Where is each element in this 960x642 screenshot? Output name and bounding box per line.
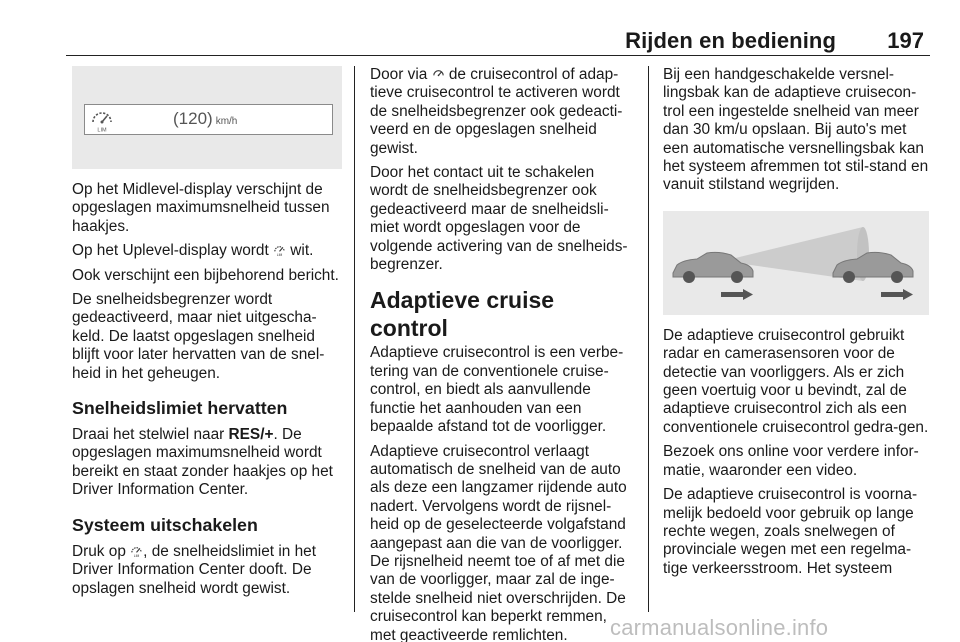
text-span: de cruisecontrol of adap-tieve cruisecontrol te activeren wordt de snelheidsbegrenzer ook gedeacti-veerd en de opgeslagen snelheid gewist. bbox=[370, 66, 623, 157]
paragraph: De snelheidsbegrenzer wordt gedeactiveerd, maar niet uitgescha-keld. De laatst opgeslagen snelheid blijft voor later hervatten van de snel-heid in het geheugen. bbox=[72, 291, 325, 382]
text-span: Druk op bbox=[72, 542, 131, 560]
text-span: Door via bbox=[370, 66, 432, 83]
cruise-control-icon bbox=[432, 67, 445, 80]
svg-text:LIM: LIM bbox=[276, 253, 283, 257]
paragraph bbox=[370, 66, 634, 158]
page-number: 197 bbox=[887, 28, 924, 53]
speed-limiter-icon bbox=[130, 544, 143, 557]
section-title: Rijden en bediening bbox=[625, 28, 836, 53]
column-middle bbox=[370, 66, 634, 642]
column-divider bbox=[648, 66, 649, 612]
column-divider bbox=[354, 66, 355, 612]
lim-label: LIM bbox=[97, 127, 107, 133]
radar-diagram bbox=[663, 211, 929, 315]
text-span: . De opgeslagen maximumsnelheid wordt bereikt en staat zonder haakjes op het Driver Information Center. bbox=[72, 426, 333, 499]
paragraph: Adaptieve cruisecontrol verlaagt automatisch de snelheid van de auto als deze een langzamer rijdende auto nadert. Vervolgens wordt de rijsnel-heid op de geselecteerde volgafstand aangepast aan die van de voorligger. De rijsnelheid neemt toe of af met die van de voorligger, maar zal de inge-stelde snelheid niet overschrijden. De cruisecontrol kan beperkt remmen, met geactiveerde remlichten. bbox=[370, 442, 627, 642]
subheading-switch-off: Systeem uitschakelen bbox=[72, 514, 258, 535]
speed-limiter-icon bbox=[273, 243, 286, 256]
stored-speed bbox=[173, 109, 237, 129]
column-right bbox=[663, 66, 929, 584]
paragraph: De adaptieve cruisecontrol gebruikt radar en camerasensoren voor de detectie van voorliggers. Als er zich geen voertuig voor u bevindt, zal de adaptieve cruisecontrol zich als een conventionele cruisecontrol gedra-gen. bbox=[663, 326, 929, 436]
paragraph: Ook verschijnt een bijbehorend bericht. bbox=[72, 266, 339, 284]
direction-arrow-icon bbox=[721, 289, 753, 300]
speed-limiter-lim-icon bbox=[89, 107, 115, 133]
page-header bbox=[66, 26, 930, 56]
acc-radar-illustration bbox=[663, 211, 929, 315]
stored-speed-value: (120) bbox=[173, 109, 213, 128]
paragraph bbox=[72, 543, 342, 598]
paragraph: Door het contact uit te schakelen wordt de snelheidsbegrenzer ook gedeactiveerd maar de snelheidsli-miet wordt opgeslagen voor de volgende activering van de snelheids-begrenzer. bbox=[370, 164, 628, 274]
midlevel-display bbox=[84, 104, 333, 135]
text-span: wit. bbox=[286, 242, 314, 260]
paragraph bbox=[72, 242, 342, 260]
res-plus-control: RES/+ bbox=[228, 426, 274, 444]
speed-limiter-display-figure bbox=[72, 66, 342, 169]
watermark: carmanualsonline.info bbox=[610, 615, 829, 640]
section-heading-acc: Adaptieve cruise control bbox=[370, 287, 555, 342]
text-span: , de snelheidslimiet in het Driver Information Center dooft. De opslagen snelheid wordt gewist. bbox=[72, 542, 316, 597]
paragraph: Op het Midlevel-display verschijnt de opgeslagen maximumsnelheid tussen haakjes. bbox=[72, 181, 330, 235]
direction-arrow-icon bbox=[881, 289, 913, 300]
svg-text:LIM: LIM bbox=[133, 553, 140, 557]
paragraph: Bezoek ons online voor verdere infor-matie, waaronder een video. bbox=[663, 443, 919, 479]
paragraph: De adaptieve cruisecontrol is voorna-melijk bedoeld voor gebruik op lange rechte wegen, zoals snelwegen of provinciale wegen met een regelma-tige verkeersstroom. Het systeem bbox=[663, 486, 918, 577]
subheading-resume: Snelheidslimiet hervatten bbox=[72, 398, 288, 419]
paragraph: Adaptieve cruisecontrol is een verbe-tering van de conventionele cruise-control, en biedt als aanvullende functie het aanhouden van een bepaalde afstand tot de voorligger. bbox=[370, 344, 624, 436]
paragraph bbox=[72, 426, 342, 500]
speed-unit: km/h bbox=[215, 116, 238, 127]
text-span: Draai het stelwiel naar bbox=[72, 426, 229, 444]
paragraph: Bij een handgeschakelde versnel-lingsbak kan de adaptieve cruisecon-trol een ingestelde snelheid van meer dan 30 km/u opslaan. Bij auto's met een automatische versnellingsbak kan het systeem afremmen tot stil-stand en vanuit stilstand wegrijden. bbox=[663, 66, 929, 194]
text-span: Op het Uplevel-display wordt bbox=[72, 242, 274, 260]
column-left bbox=[72, 66, 342, 604]
